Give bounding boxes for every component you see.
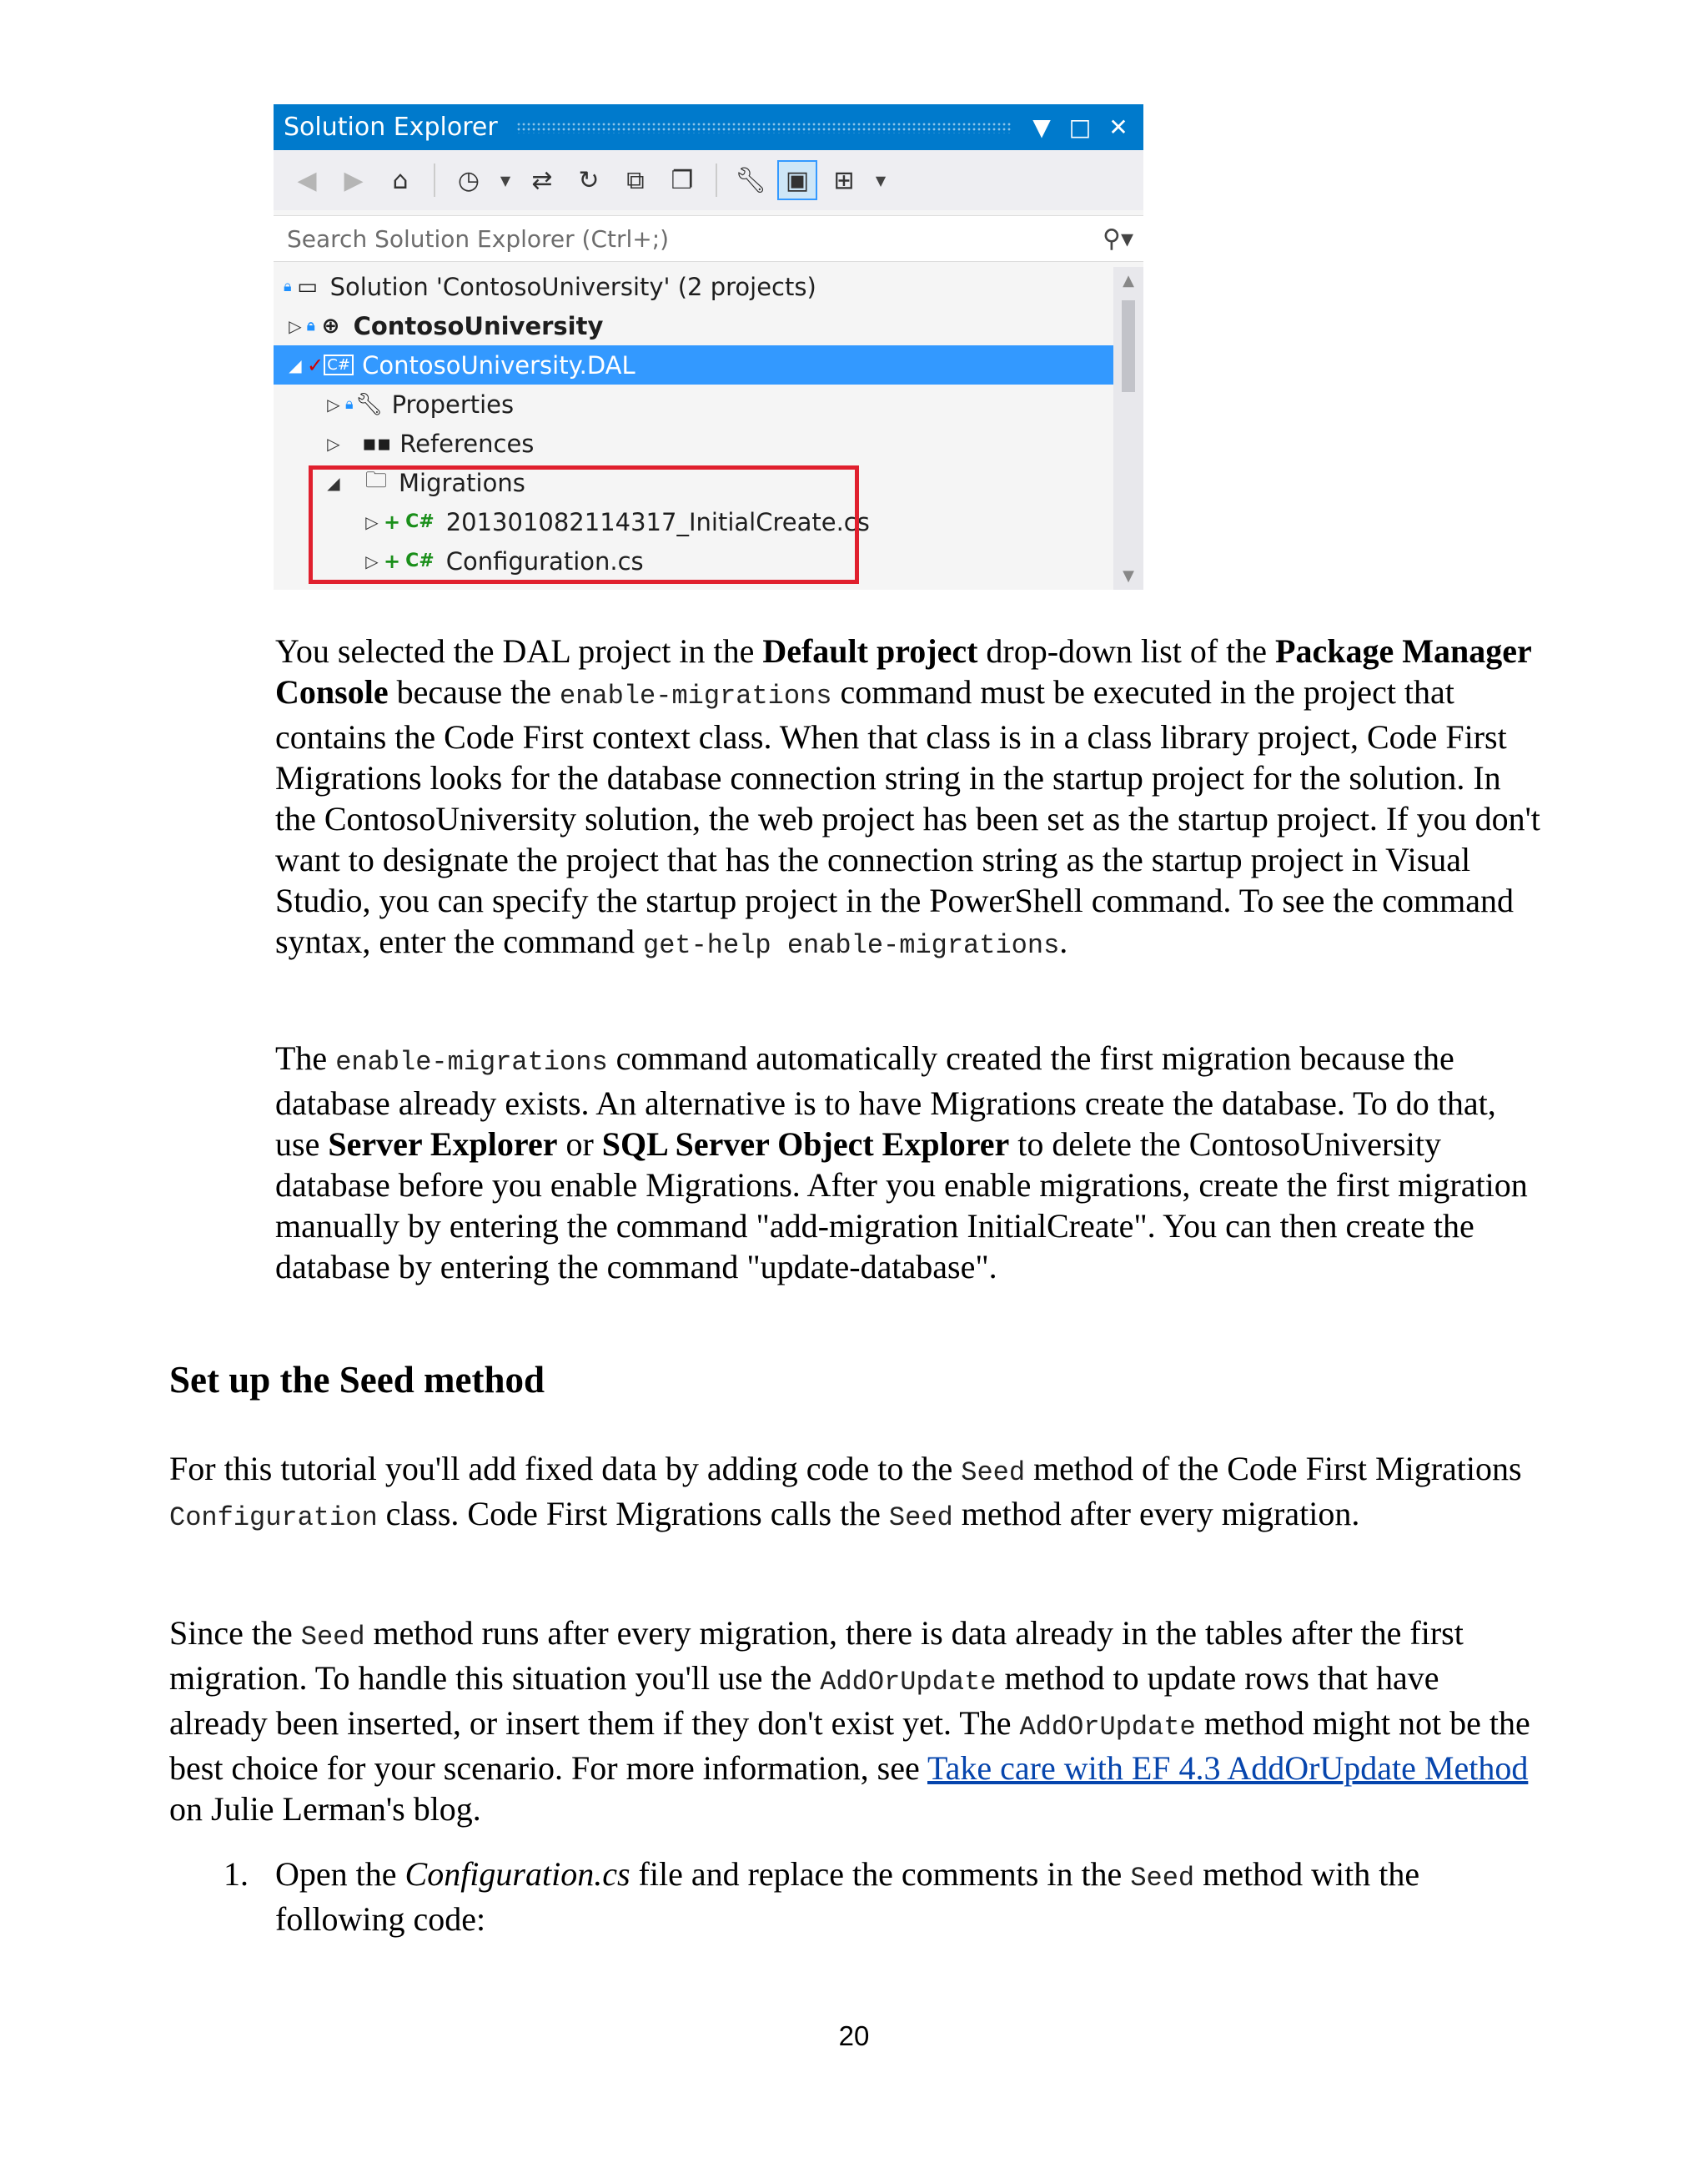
collapse-arrow-icon[interactable]: ◢ xyxy=(327,472,340,493)
vertical-scrollbar[interactable] xyxy=(1113,267,1143,590)
inline-code: AddOrUpdate xyxy=(820,1667,997,1698)
collapse-arrow-icon[interactable]: ◢ xyxy=(289,355,302,375)
search-input[interactable] xyxy=(285,224,1022,254)
inline-code: enable-migrations xyxy=(335,1047,608,1078)
text: For this tutorial you'll add fixed data by adding code to the xyxy=(169,1450,962,1487)
sync-with-active-document-icon[interactable]: ⇄ xyxy=(531,165,553,195)
scroll-thumb[interactable] xyxy=(1122,300,1135,392)
references-icon: ▪▪ xyxy=(362,430,392,456)
text: drop-down list of the xyxy=(977,632,1276,670)
lock-icon: 🔒︎ xyxy=(307,317,315,335)
tree-item-properties[interactable] xyxy=(274,385,1108,424)
titlebar-grip[interactable] xyxy=(516,122,1012,133)
inline-code: Seed xyxy=(300,1622,365,1652)
forward-icon[interactable]: ▶ xyxy=(344,165,364,195)
tree-item-label: Solution 'ContosoUniversity' (2 projects) xyxy=(329,272,816,301)
page-number: 20 xyxy=(838,2020,870,2051)
pending-changes-dropdown-icon[interactable]: ▼ xyxy=(500,172,511,189)
expand-arrow-icon[interactable]: ▷ xyxy=(327,394,340,415)
text: The xyxy=(275,1039,336,1077)
pending-add-icon: + xyxy=(384,549,401,573)
bold-text: Package Manager Console xyxy=(275,632,1532,711)
text: Since the xyxy=(169,1614,301,1652)
section-heading: Set up the Seed method xyxy=(169,1359,545,1401)
tree-item-label: 201301082114317_InitialCreate.cs xyxy=(445,507,870,536)
class-view-icon[interactable]: ⊞ xyxy=(833,165,855,195)
paragraph-default-project xyxy=(275,631,1543,966)
blog-post-link[interactable]: Take care with EF 4.3 AddOrUpdate Method xyxy=(927,1749,1529,1787)
inline-code: Seed xyxy=(888,1502,953,1533)
pending-changes-filter-icon[interactable]: ◷ xyxy=(457,165,480,195)
refresh-icon[interactable]: ↻ xyxy=(578,165,600,195)
folder-icon: 🗀︎ xyxy=(364,467,387,493)
inline-code: Seed xyxy=(961,1457,1026,1488)
list-number: 1. xyxy=(224,1855,249,1893)
expand-arrow-icon[interactable]: ▷ xyxy=(289,315,302,336)
home-icon[interactable]: ⌂ xyxy=(392,165,409,195)
csharp-file-icon: C# xyxy=(405,511,435,532)
pending-add-icon: + xyxy=(384,510,401,534)
show-all-files-icon[interactable]: ❐ xyxy=(671,165,694,195)
toolbar-separator xyxy=(716,163,717,197)
search-bar xyxy=(274,215,1143,262)
tree-item-label: Properties xyxy=(391,390,515,419)
text: You selected the DAL project in the xyxy=(275,632,763,670)
csharp-project-icon: C# xyxy=(324,355,354,375)
lock-icon: 🔒︎ xyxy=(345,395,354,413)
paragraph-seed-intro xyxy=(169,1448,1545,1538)
text: to delete the ContosoUniversity database before you enable Migrations. After you enable migrations, create the first migration manually by entering the command "add-migration InitialCreate". You can then create the database by entering the command "update-database". xyxy=(275,1125,1528,1285)
text: command must be executed in the project that contains the Code First context class. When that class is in a class library project, Code First Migrations looks for the database connection string in the startup project for the solution. In the ContosoUniversity solution, the web project has been set as the startup project. If you don't want to designate the project that has the connection string as the startup project in Visual Studio, you can specify the startup project in the PowerShell command. To see the command syntax, enter the command xyxy=(275,673,1540,960)
tree-item-label: ContosoUniversity xyxy=(353,311,604,340)
toolbar-separator xyxy=(434,163,435,197)
wrench-icon: 🔧︎ xyxy=(355,391,384,417)
toolbar-overflow-dropdown-icon[interactable]: ▼ xyxy=(875,172,887,189)
tree-item-contosouniversity-dal[interactable] xyxy=(274,345,1114,385)
expand-arrow-icon[interactable]: ▷ xyxy=(365,511,379,532)
collapse-all-icon[interactable]: ⧉ xyxy=(626,165,645,195)
paragraph-addorupdate xyxy=(169,1612,1545,1829)
paragraph-automatic-migration xyxy=(275,1038,1543,1287)
expand-arrow-icon[interactable]: ▷ xyxy=(365,551,379,571)
list-item-open-configuration xyxy=(275,1854,1543,1939)
text: method after every migration. xyxy=(952,1495,1360,1532)
search-icon[interactable]: ⚲▾ xyxy=(1102,224,1133,254)
text: because the xyxy=(388,673,560,711)
tree-item-label: Migrations xyxy=(399,468,525,497)
inline-code: Seed xyxy=(1130,1863,1195,1894)
bold-text: Default project xyxy=(762,632,978,670)
close-icon[interactable]: ✕ xyxy=(1108,113,1128,141)
text: class. Code First Migrations calls the xyxy=(377,1495,889,1532)
scroll-down-icon[interactable]: ▼ xyxy=(1123,567,1134,585)
csharp-file-icon: C# xyxy=(405,551,435,571)
migrations-highlight-box xyxy=(309,465,859,584)
text: method of the Code First Migrations xyxy=(1025,1450,1522,1487)
tree-item-label: References xyxy=(399,429,535,458)
expand-arrow-icon[interactable]: ▷ xyxy=(327,433,340,454)
tree-item-references[interactable] xyxy=(274,424,1108,463)
text: or xyxy=(557,1125,602,1163)
bold-text: SQL Server Object Explorer xyxy=(601,1125,1010,1163)
text: method with the following code: xyxy=(275,1855,1420,1938)
scroll-up-icon[interactable]: ▲ xyxy=(1123,272,1134,289)
text: method might not be the best choice for your scenario. For more information, see xyxy=(169,1704,1530,1787)
solution-explorer-title: Solution Explorer xyxy=(284,113,498,142)
inline-code: Configuration xyxy=(169,1502,378,1533)
text: on Julie Lerman's blog. xyxy=(169,1790,481,1828)
text: file and replace the comments in the xyxy=(630,1855,1131,1893)
text: . xyxy=(1059,923,1068,960)
text: Open the xyxy=(275,1855,405,1893)
tree-item-label: ContosoUniversity.DAL xyxy=(362,350,635,380)
window-position-dropdown-icon[interactable]: ▼ xyxy=(1032,113,1051,141)
tree-item-contosouniversity[interactable] xyxy=(274,306,1108,345)
solution-explorer-toolbar xyxy=(274,150,1143,210)
lock-icon: 🔒︎ xyxy=(284,278,292,295)
maximize-icon[interactable]: □ xyxy=(1068,113,1092,141)
text: command automatically created the first migration because the database already exists. An alternative is to have Migrations create the database. To do that, use xyxy=(275,1039,1496,1163)
text: method to update rows that have already been inserted, or insert them if they don't exist yet. The xyxy=(169,1659,1439,1742)
bold-text: Server Explorer xyxy=(328,1125,558,1163)
text: method runs after every migration, there is data already in the tables after the first migration. To handle this situation you'll use the xyxy=(169,1614,1464,1697)
inline-code: enable-migrations xyxy=(560,681,832,712)
preview-selected-items-icon[interactable]: ▣ xyxy=(779,162,816,199)
web-project-icon: ⊕ xyxy=(321,313,340,339)
inline-code: AddOrUpdate xyxy=(1019,1712,1196,1743)
solution-icon: ▭ xyxy=(297,274,318,299)
tree-item-label: Configuration.cs xyxy=(445,546,644,576)
back-icon[interactable]: ◀ xyxy=(297,165,317,195)
solution-explorer-titlebar xyxy=(274,104,1143,150)
italic-text: Configuration.cs xyxy=(404,1855,630,1893)
checkout-check-icon: ✓ xyxy=(307,353,324,377)
inline-code: get-help enable-migrations xyxy=(642,930,1060,961)
tree-item-solution[interactable] xyxy=(274,267,1108,306)
properties-wrench-icon[interactable]: 🔧︎ xyxy=(734,165,767,195)
